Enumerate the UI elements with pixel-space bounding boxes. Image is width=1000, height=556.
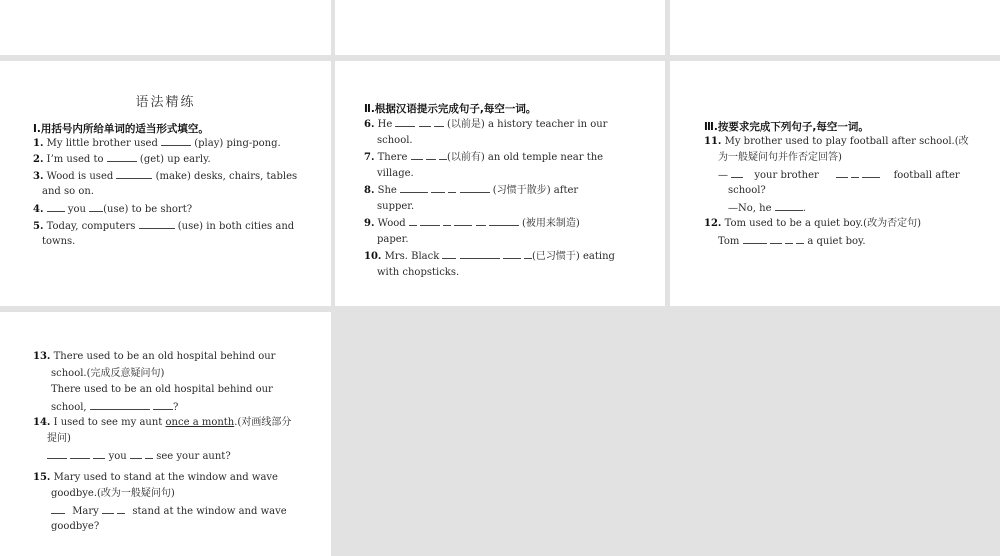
answer-blank[interactable]: [770, 233, 782, 244]
question-2: 2. I’m used to (get) up early.: [33, 151, 301, 169]
answer-blank[interactable]: [851, 167, 859, 178]
question-9: 9. Wood (被用来制造): [364, 215, 634, 233]
answer-blank[interactable]: [439, 149, 447, 160]
question-number: 4.: [33, 204, 44, 215]
answer-blank[interactable]: [489, 215, 519, 226]
answer-blank[interactable]: [448, 182, 456, 193]
question-3: 3. Wood is used (make) desks, chairs, tables: [33, 168, 301, 186]
question-15-line-2: goodbye?: [51, 521, 100, 532]
question-3-cont: and so on.: [42, 186, 94, 197]
answer-blank[interactable]: [775, 200, 803, 211]
question-14-instruction: 提问): [47, 433, 71, 444]
section-title: 语法精练: [135, 95, 196, 110]
answer-blank[interactable]: [454, 215, 472, 226]
answer-blank[interactable]: [442, 248, 456, 259]
question-11: 11. My brother used to play football after school.(改: [704, 136, 969, 147]
question-number: 8.: [364, 185, 375, 196]
answer-blank[interactable]: [89, 201, 103, 212]
question-12: 12. Tom used to be a quiet boy.(改为否定句): [704, 218, 921, 229]
question-7-cont: village.: [377, 168, 414, 179]
answer-blank[interactable]: [431, 182, 445, 193]
answer-blank[interactable]: [796, 233, 804, 244]
answer-blank[interactable]: [130, 448, 142, 459]
question-number: 6.: [364, 119, 375, 130]
question-number: 2.: [33, 154, 44, 165]
question-4: 4. you (use) to be short?: [33, 201, 301, 219]
question-7: 7. There (以前有) an old temple near the: [364, 149, 634, 167]
section-heading-2: Ⅱ.根据汉语提示完成句子,每空一词。: [364, 103, 537, 115]
question-number: 12.: [704, 218, 722, 229]
question-15: 15. Mary used to stand at the window and wave: [33, 472, 278, 483]
answer-blank[interactable]: [419, 116, 431, 127]
answer-blank[interactable]: [47, 448, 67, 459]
question-11-line-1: — your brother football after: [718, 167, 970, 185]
question-number: 5.: [33, 221, 44, 232]
answer-blank[interactable]: [785, 233, 793, 244]
page-panel-top-middle: [335, 0, 665, 55]
answer-blank[interactable]: [107, 151, 137, 162]
answer-blank[interactable]: [426, 149, 436, 160]
question-13-line-1: There used to be an old hospital behind our: [51, 384, 273, 395]
answer-blank[interactable]: [161, 135, 191, 146]
page-panel-section-3: [670, 61, 1000, 306]
question-1: 1. My little brother used (play) ping-pong.: [33, 135, 301, 153]
answer-blank[interactable]: [524, 248, 532, 259]
question-11-answer: —No, he .: [728, 200, 970, 218]
answer-blank[interactable]: [743, 233, 767, 244]
question-5: 5. Today, computers (use) in both cities and: [33, 218, 301, 236]
answer-blank[interactable]: [862, 167, 880, 178]
answer-blank[interactable]: [731, 167, 743, 178]
answer-blank[interactable]: [503, 248, 521, 259]
question-6: 6. He (以前是) a history teacher in our: [364, 116, 634, 134]
answer-blank[interactable]: [47, 201, 65, 212]
page-panel-section-1: [0, 61, 331, 306]
answer-blank[interactable]: [139, 218, 175, 229]
answer-blank[interactable]: [102, 503, 114, 514]
question-10: 10. Mrs. Black (已习惯于) eating: [364, 248, 634, 266]
answer-blank[interactable]: [443, 215, 451, 226]
question-6-cont: school.: [377, 135, 413, 146]
question-number: 10.: [364, 251, 382, 262]
answer-blank[interactable]: [409, 215, 417, 226]
question-14: 14. I used to see my aunt once a month.(对画线部分: [33, 417, 292, 428]
answer-blank[interactable]: [411, 149, 423, 160]
question-number: 11.: [704, 136, 722, 147]
page-panel-top-right: [670, 0, 1000, 55]
question-10-cont: with chopsticks.: [377, 267, 460, 278]
question-number: 9.: [364, 218, 375, 229]
answer-blank[interactable]: [836, 167, 848, 178]
answer-blank[interactable]: [116, 168, 152, 179]
answer-blank[interactable]: [395, 116, 415, 127]
answer-blank[interactable]: [145, 448, 153, 459]
question-13-line-2: school, ?: [51, 399, 300, 417]
answer-blank[interactable]: [420, 215, 440, 226]
answer-blank[interactable]: [400, 182, 428, 193]
page-panel-section-2: [335, 61, 665, 306]
question-8: 8. She (习惯于散步) after: [364, 182, 634, 200]
question-number: 15.: [33, 472, 51, 483]
page-panel-top-left: [0, 0, 331, 55]
question-number: 13.: [33, 351, 51, 362]
question-13-instruction: school.(完成反意疑问句): [51, 368, 165, 379]
section-heading-3: Ⅲ.按要求完成下列句子,每空一词。: [704, 121, 869, 133]
question-5-cont: towns.: [42, 236, 76, 247]
answer-blank[interactable]: [117, 503, 125, 514]
underlined-phrase: once a month: [165, 417, 235, 428]
page-panel-section-4: [0, 312, 331, 556]
question-9-cont: paper.: [377, 234, 409, 245]
answer-blank[interactable]: [476, 215, 486, 226]
question-15-line: Mary stand at the window and wave: [51, 503, 300, 521]
question-13: 13. There used to be an old hospital behind our: [33, 351, 276, 362]
answer-blank[interactable]: [90, 399, 150, 410]
question-15-instruction: goodbye.(改为一般疑问句): [51, 488, 175, 499]
question-12-line: Tom a quiet boy.: [718, 233, 970, 251]
answer-blank[interactable]: [460, 248, 500, 259]
question-11-line-2: school?: [728, 185, 766, 196]
answer-blank[interactable]: [434, 116, 444, 127]
answer-blank[interactable]: [51, 503, 65, 514]
question-14-line: you see your aunt?: [47, 448, 300, 466]
section-heading-1: Ⅰ.用括号内所给单词的适当形式填空。: [33, 123, 209, 135]
answer-blank[interactable]: [153, 399, 173, 410]
answer-blank[interactable]: [93, 448, 105, 459]
answer-blank[interactable]: [70, 448, 90, 459]
question-number: 1.: [33, 138, 44, 149]
question-8-cont: supper.: [377, 201, 415, 212]
empty-area: [335, 312, 1000, 556]
question-number: 14.: [33, 417, 51, 428]
question-number: 7.: [364, 152, 375, 163]
question-11-instruction: 为一般疑问句并作否定回答): [718, 152, 842, 163]
answer-blank[interactable]: [460, 182, 490, 193]
question-number: 3.: [33, 171, 44, 182]
